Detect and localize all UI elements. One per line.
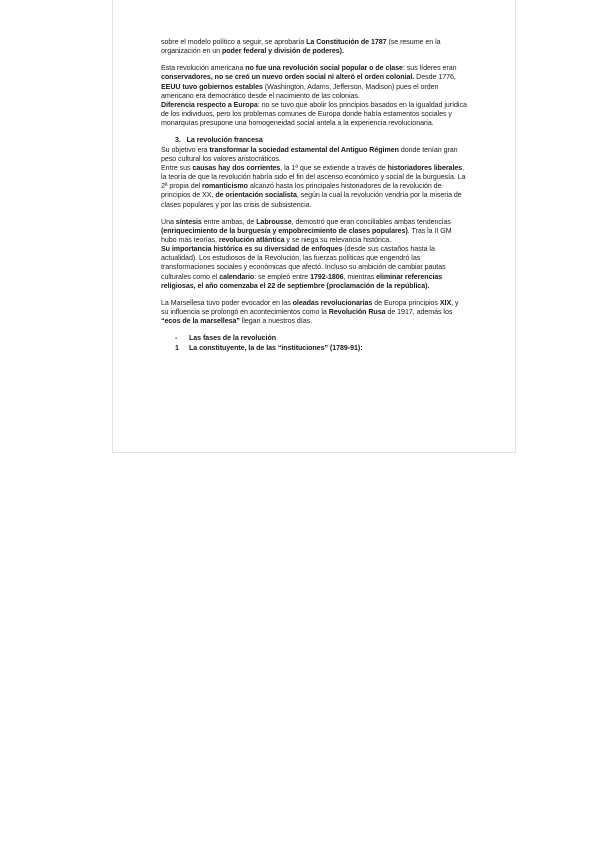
text-bold: romanticismo — [201, 182, 248, 191]
section-number: 3. — [175, 136, 181, 145]
paragraph-objective — [161, 146, 467, 164]
paragraph-synthesis — [161, 218, 467, 245]
list-item-text: La constituyente, la de las “instituciones” (1789-91): — [189, 343, 363, 352]
text-bold: XIX — [439, 298, 452, 307]
bullet-marker: - — [175, 334, 178, 343]
text-bold: no fue una revolución social popular o de clase — [245, 64, 403, 73]
text-run: (Washington, Adams, Jefferson, Madison) pues el orden americano era democrático desde el nacimiento de las colonias. — [161, 82, 439, 100]
list-number: 1 — [175, 343, 179, 352]
text-run: (se resume en la organización en un — [161, 38, 441, 56]
text-run: Desde 1776, — [414, 73, 456, 82]
paragraph-difference-europe — [161, 101, 467, 128]
text-bold: Diferencia respecto a Europa — [161, 100, 258, 109]
text-run: Su objetivo era — [161, 145, 210, 154]
text-run: : se empleó entre — [254, 272, 311, 281]
list-item — [161, 334, 467, 343]
text-run: . Tras la II GM hubo más teorías, — [161, 226, 452, 244]
paragraph-constitution — [161, 38, 467, 56]
text-bold: conservadores, no se creó un nuevo orden social ni alteró el orden colonial. — [161, 73, 415, 82]
text-bold: La Constitución de 1787 — [306, 38, 387, 46]
text-bold: Revolución Rusa — [328, 308, 386, 317]
text-run: , mientras — [343, 272, 377, 281]
text-run: (desde sus castaños hasta la actualidad). Los estudiosos de la Revolución, las fuerzas políticas que engendró las transformaciones sociales y económicas que afectó. Incluso su ambición de cambiar pautas culturales como el — [161, 245, 446, 281]
text-bold: “ecos de la marsellesa” — [161, 317, 240, 326]
text-bold: historiadores liberales — [387, 163, 463, 172]
text-bold: síntesis — [175, 217, 202, 226]
text-run: de 1917, además los — [385, 308, 453, 317]
list-item-text: Las fases de la revolución — [189, 334, 277, 343]
text-run: Esta revolución americana — [161, 64, 246, 73]
text-run: sobre el modelo político a seguir, se aprobaría — [161, 38, 307, 46]
section-heading — [161, 136, 467, 145]
text-run: donde tenían gran peso cultural los valores aristocráticos. — [161, 145, 458, 163]
text-run: , y su influencia se prolongó en acontecimientos como la — [161, 298, 459, 317]
text-run: alcanzó hasta los principales historiadores de la revolución de principios de XX, — [161, 182, 442, 200]
text-run: entre ambas, de — [201, 217, 257, 226]
document-page — [112, 0, 516, 453]
text-bold: EEUU tuvo gobiernos estables — [161, 82, 263, 91]
text-bold: oleadas revolucionarias — [292, 298, 373, 307]
text-run: y se niega su relevancia histórica. — [284, 235, 392, 244]
text-run: Entre sus — [161, 163, 193, 172]
text-run: Una — [161, 217, 176, 226]
text-run: , la teoría de que la revolución habría sido el fin del ascenso económico y social de la burguesía. La 2ª propia del — [161, 163, 466, 191]
text-run: , la 1ª que se extiende a través de — [280, 163, 388, 172]
paragraph-importance — [161, 245, 467, 291]
text-run: : sus líderes eran — [402, 64, 457, 73]
paragraph-causes — [161, 164, 467, 210]
text-run: La Marsellesa tuvo poder evocador en las — [161, 298, 293, 307]
text-bold: Su importancia histórica es su diversidad de enfoques — [161, 245, 343, 254]
text-run: : no se tuvo que abolir los principios basados en la igualdad jurídica de los individuos, pero los problemas comunes de Europa donde había estamentos sociales y monarquías presupone una homogeneidad social antela a la experiencia revolucionaria. — [161, 100, 467, 128]
text-bold: (enriquecimiento de la burguesía y empobrecimiento de clases populares) — [161, 226, 408, 235]
text-run: de Europa principios — [372, 298, 440, 307]
paragraph-american-revolution — [161, 64, 467, 101]
text-run: llegan a nuestros días. — [239, 317, 313, 326]
section-title: La revolución francesa — [186, 136, 263, 145]
text-bold: causas hay dos corrientes — [192, 163, 281, 172]
text-bold: revolución atlántica — [218, 235, 285, 244]
paragraph-marseillaise — [161, 299, 467, 326]
text-run: , según la cual la revolución vendría por la miseria de clases populares y por las crisis de subsistencia. — [161, 191, 462, 209]
text-bold: 1792-1806 — [310, 272, 344, 281]
text-bold: transformar la sociedad estamental del Antiguo Régimen — [209, 145, 399, 154]
page-content — [161, 38, 467, 353]
text-bold: poder federal y división de poderes). — [221, 47, 344, 56]
text-bold: eliminar referencias religiosas, el año comenzaba el 22 de septiembre (proclamación de la república). — [161, 272, 443, 290]
text-bold: de orientación socialista — [215, 191, 297, 200]
text-bold: calendario — [219, 272, 255, 281]
list-item — [161, 344, 467, 353]
text-run: , demostró que eran conciliables ambas tendencias — [291, 217, 451, 226]
text-bold: Labrousse — [256, 217, 292, 226]
